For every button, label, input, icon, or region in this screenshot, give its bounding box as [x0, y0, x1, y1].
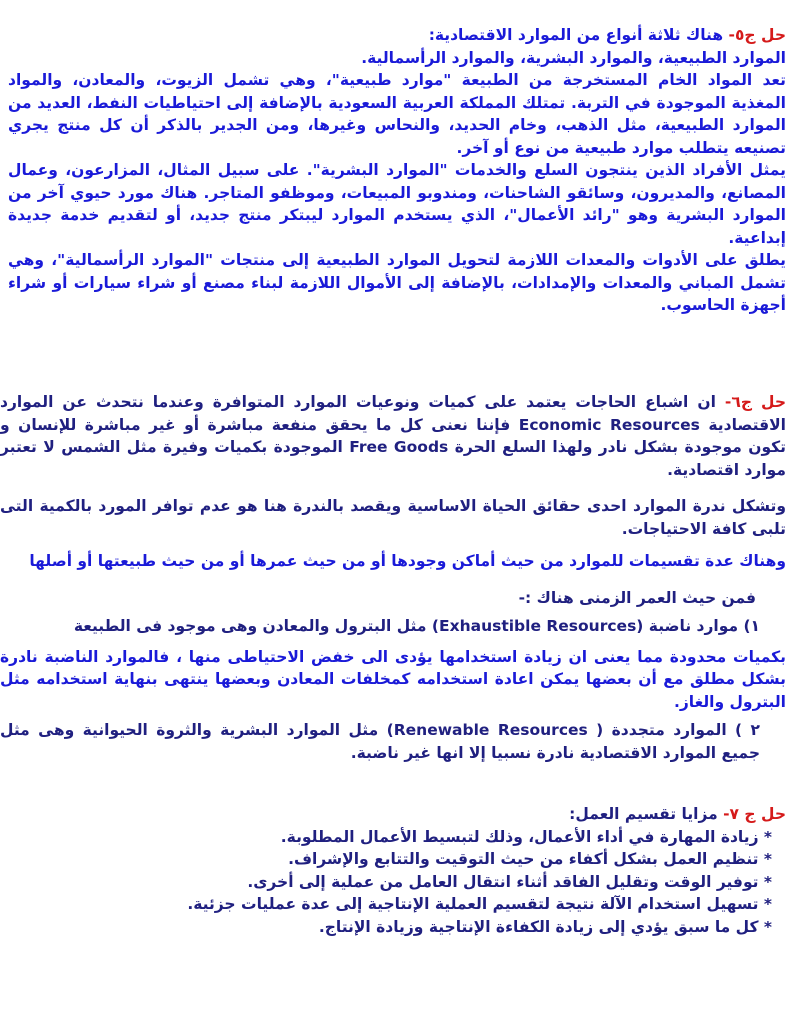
answer-6: [0, 391, 786, 764]
answer-5-title: هناك ثلاثة أنواع من الموارد الاقتصادية:: [428, 26, 724, 44]
answer-6-label: حل ج٦-: [724, 393, 786, 411]
answer-7-bullet-5: * كل ما سبق يؤدي إلى زيادة الكفاءة الإنتاجية وزيادة الإنتاج.: [318, 917, 772, 936]
answer-6-item-1-intro: ١) موارد ناضبة (Exhaustible Resources) مثل البترول والمعادن وهى موجود فى الطبيعة: [73, 617, 760, 635]
answer-6-paragraph-3: وهناك عدة تقسيمات للموارد من حيث أماكن وجودها أو من حيث عمرها أو من حيث طبيعتها أو أصلها: [29, 552, 786, 570]
answer-7-bullet-1: * زيادة المهارة في أداء الأعمال، وذلك لتبسيط الأعمال المطلوبة.: [280, 827, 772, 846]
answer-6-paragraph-1: حل ج٦- ان اشباع الحاجات يعتمد على كميات ونوعيات الموارد المتوافرة وعندما نتحدث عن الموارد الاقتصادية Economic Resources فإننا نعنى كل ما يحقق منفعة مباشرة أو غير مباشرة للإنسان و تكون موجودة بشكل نادر ولهذا السلع الحرة Free Goods الموجودة بكميات وفيرة مثل الشمس لا تعتبر موارد اقتصادية.: [0, 393, 786, 479]
answer-7-bullet-4: * تسهيل استخدام الآلة نتيجة لتقسيم العملية الإنتاجية إلى عدة عمليات جزئية.: [187, 895, 772, 913]
answer-5-paragraph-natural: تعد المواد الخام المستخرجة من الطبيعة "موارد طبيعية"، وهي تشمل الزيوت، والمعادن، والمواد المغذية الموجودة في التربة. تمتلك المملكة العربية السعودية بالإضافة إلى احتياطيات النفط، العديد من الموارد الطبيعية، مثل الذهب، وخام الحديد، والنحاس وغيرها، ومن الجدير بالذكر أن كل منتج يجري تصنيعه يتطلب موارد طبيعية من نوع أو آخر.: [8, 71, 786, 157]
answer-5-heading: [8, 24, 786, 47]
answer-7-bullet-2: * تنظيم العمل بشكل أكفاء من حيث التوقيت والتتابع والإشراف.: [288, 850, 772, 868]
answer-7: [8, 803, 786, 938]
answer-5-line-1: الموارد الطبيعية، والموارد البشرية، والموارد الرأسمالية.: [361, 48, 786, 67]
answer-7-title: مزايا تقسيم العمل:: [569, 805, 718, 823]
answer-6-age-heading: فمن حيث العمر الزمنى هناك :-: [518, 588, 756, 607]
exhaustible-resources-term: (Exhaustible Resources): [431, 617, 644, 635]
answer-6-paragraph-2: وتشكل ندرة الموارد احدى حقائق الحياة الاساسية ويقصد بالندرة هنا هو عدم توافر المورد بالكمية التى تلبى كافة الاحتياجات.: [0, 497, 786, 538]
answer-6-item-2: ٢ ) الموارد متجددة ( Renewable Resources) مثل الموارد البشرية والثروة الحيوانية وهى مثل جميع الموارد الاقتصادية نادرة نسبيا إلا انها غير ناضبة.: [0, 721, 760, 762]
answer-7-bullet-3: * توفير الوقت وتقليل الفاقد أثناء انتقال العامل من عملية إلى أخرى.: [247, 872, 772, 891]
renewable-resources-term: ( Renewable Resources): [386, 721, 604, 739]
answer-6-item-1-body: بكميات محدودة مما يعنى ان زيادة استخدامها يؤدى الى خفض الاحتياطى منها ، فالموارد الناضبة نادرة بشكل مطلق مع أن بعضها يمكن اعادة استخدامه كمخلفات المعادن وبعضها ينتهى بنهاية استخدامه مثل البترول والغاز.: [0, 647, 786, 711]
answer-7-label: حل ج ٧-: [723, 805, 786, 823]
answer-5-paragraph-human: يمثل الأفراد الذين ينتجون السلع والخدمات "الموارد البشرية". على سبيل المثال، المزارعون، وعمال المصانع، والمديرون، وسائقو الشاحنات، ومندوبو المبيعات، وموظفو المتاجر. هناك مورد حيوي آخر من الموارد البشرية وهو "رائد الأعمال"، الذي يستخدم الموارد ليبتكر منتج جديد، أو لتقديم خدمة جديدة إبداعية.: [8, 161, 786, 247]
answer-5: [8, 24, 786, 317]
free-goods-term: Free Goods: [349, 438, 449, 456]
answer-5-label: حل ج٥-: [728, 26, 786, 44]
answer-7-heading: [8, 803, 786, 826]
answer-5-paragraph-capital: يطلق على الأدوات والمعدات اللازمة لتحويل الموارد الطبيعية إلى منتجات "الموارد الرأسمالية"، وهي تشمل المباني والمعدات والإمدادات، بالإضافة إلى الأموال اللازمة لبناء مصنع أو شراء سيارات أو شراء أجهزة الحاسوب.: [8, 251, 786, 314]
economic-resources-term: Economic Resources: [518, 415, 700, 434]
